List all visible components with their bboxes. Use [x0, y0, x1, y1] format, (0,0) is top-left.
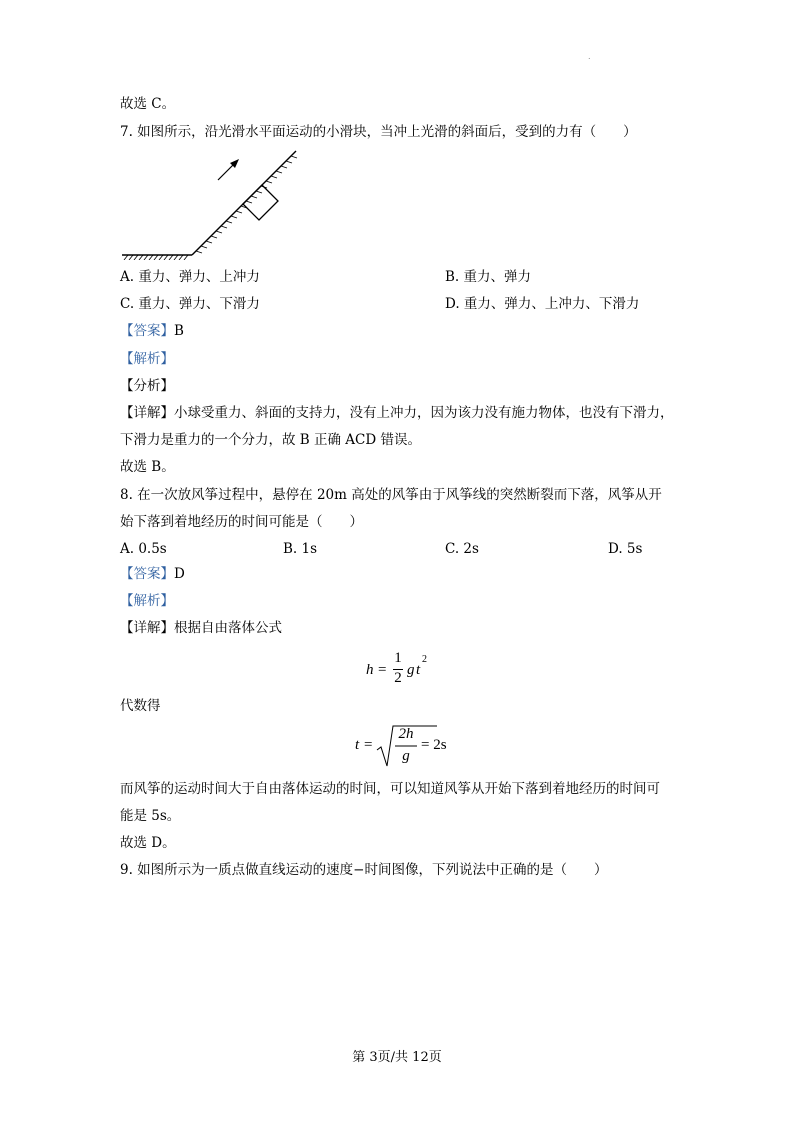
answer-value: D — [174, 566, 185, 582]
detail-tag: 【详解】 — [120, 405, 174, 421]
eq1-g: g — [407, 662, 415, 678]
incline-diagram — [120, 145, 305, 260]
q8-option-b: B. 1s — [283, 541, 318, 557]
substitute-label: 代数得 — [120, 698, 161, 714]
q8-option-c: C. 2s — [445, 541, 479, 557]
detail-text: 根据自由落体公式 — [174, 620, 282, 636]
detail-text: 小球受重力、斜面的支持力，没有上冲力，因为该力没有施力物体，也没有下滑力， — [174, 405, 674, 421]
answer-value: B — [174, 323, 184, 339]
q7-detail-cont: 下滑力是重力的一个分力，故 B 正确 ACD 错误。 — [120, 432, 421, 448]
eq2-equals: = — [364, 737, 373, 753]
q7-option-d: D. 重力、弹力、上冲力、下滑力 — [445, 296, 640, 312]
q8-analysis-tag: 【解析】 — [120, 593, 174, 609]
equation-time — [355, 722, 465, 770]
question-8-stem-cont: 始下落到着地经历的时间可能是（ ） — [120, 514, 363, 530]
q8-option-d: D. 5s — [608, 541, 643, 557]
detail-tag: 【详解】 — [120, 620, 174, 636]
q7-fenxi-tag: 【分析】 — [120, 378, 174, 394]
eq2-numerator: 2h — [398, 726, 414, 742]
sliding-block — [243, 185, 278, 220]
q8-detail — [120, 619, 282, 637]
question-9-stem: 9. 如图所示为一质点做直线运动的速度−时间图像，下列说法中正确的是（ ） — [120, 862, 608, 878]
q7-option-b: B. 重力、弹力 — [445, 269, 532, 285]
slope-hatching — [196, 156, 297, 253]
q7-option-a: A. 重力、弹力、上冲力 — [120, 269, 260, 285]
page-footer: 第 3页/共 12页 — [352, 1050, 442, 1065]
q7-detail — [120, 404, 674, 422]
question-7-stem: 7. 如图所示，沿光滑水平面运动的小滑块，当冲上光滑的斜面后，受到的力有（ ） — [120, 124, 637, 140]
ground-hatching — [124, 255, 188, 260]
equation-free-fall — [366, 650, 446, 690]
q7-analysis-tag: 【解析】 — [120, 351, 174, 367]
eq2-result: = 2s — [421, 737, 447, 753]
eq1-h: h — [366, 662, 374, 678]
q8-explanation-cont: 能是 5s。 — [120, 808, 181, 824]
q7-answer — [120, 322, 184, 340]
eq1-equals: = — [378, 662, 387, 678]
answer-tag: 【答案】 — [120, 323, 174, 339]
eq2-denominator: g — [402, 748, 410, 764]
corner-mark: . — [588, 52, 591, 61]
q8-answer — [120, 565, 185, 583]
q8-option-a: A. 0.5s — [120, 541, 167, 557]
q8-explanation: 而风筝的运动时间大于自由落体运动的时间，可以知道风筝从开始下落到着地经历的时间可 — [120, 781, 660, 797]
eq1-denominator: 2 — [394, 670, 402, 686]
prev-conclusion: 故选 C。 — [120, 96, 176, 112]
eq1-t: t — [416, 662, 421, 678]
eq1-exponent: 2 — [422, 654, 427, 665]
q8-conclusion: 故选 D。 — [120, 835, 176, 851]
eq2-t: t — [355, 737, 360, 753]
q7-conclusion: 故选 B。 — [120, 459, 175, 475]
q7-option-c: C. 重力、弹力、下滑力 — [120, 296, 260, 312]
question-8-stem: 8. 在一次放风筝过程中，悬停在 20m 高处的风筝由于风筝线的突然断裂而下落，风筝从开 — [120, 487, 662, 503]
answer-tag: 【答案】 — [120, 566, 174, 582]
eq1-numerator: 1 — [394, 650, 402, 666]
